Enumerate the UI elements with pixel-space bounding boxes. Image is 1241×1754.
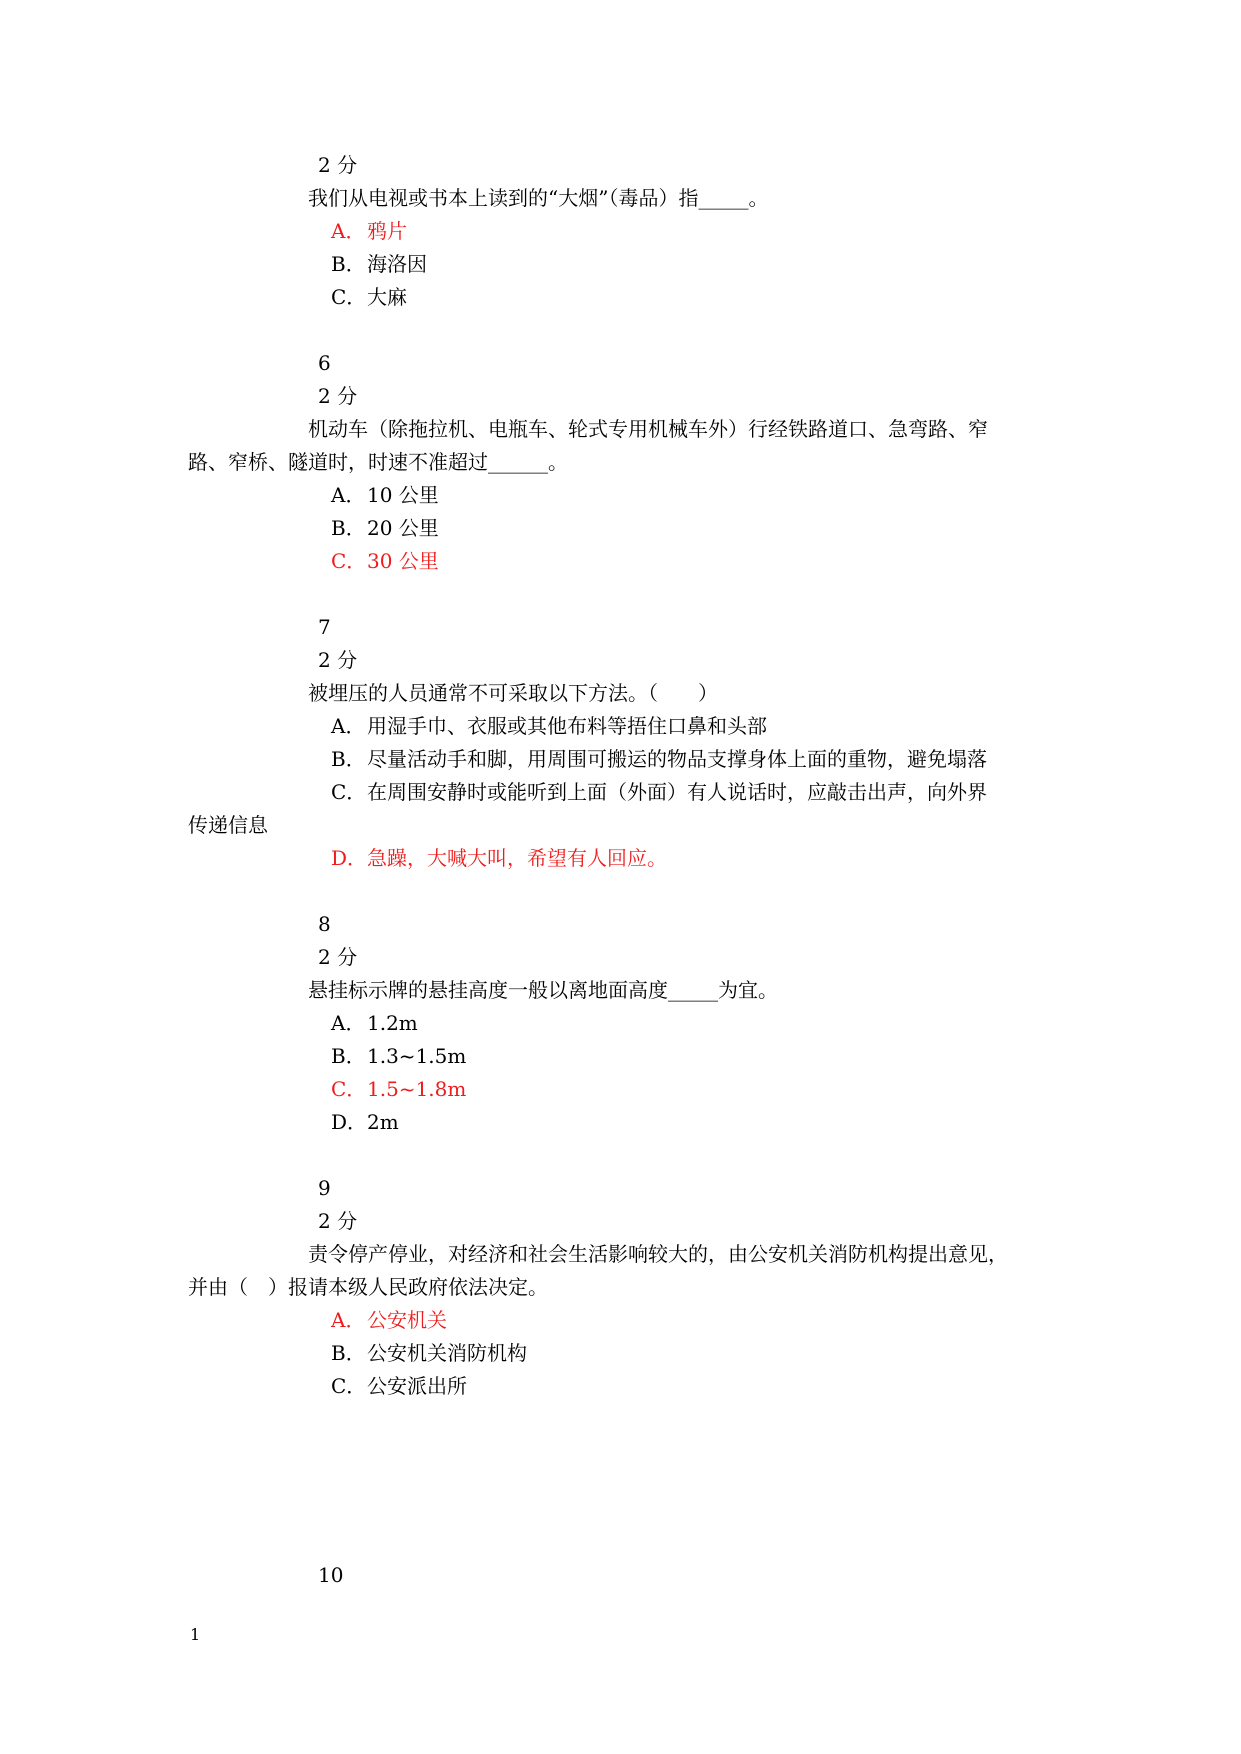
question-score: 2 分 [318,945,358,969]
option-b: B．公安机关消防机构 [331,1341,527,1365]
option-c-correct: C．1.5~1.8m [331,1077,467,1101]
option-a: A．1.2m [331,1011,418,1035]
question-score: 2 分 [318,153,358,177]
question-score: 2 分 [318,384,358,408]
question-stem: 悬挂标示牌的悬挂高度一般以离地面高度_____为宜。 [308,978,778,1002]
option-d: D．2m [331,1110,399,1134]
question-number: 7 [318,615,331,639]
page-number: 1 [190,1625,201,1644]
option-a-correct: A．鸦片 [331,219,407,243]
option-a: A．10 公里 [331,483,439,507]
option-c: C．大麻 [331,285,407,309]
option-b: B．尽量活动手和脚，用周围可搬运的物品支撑身体上面的重物，避免塌落 [331,747,987,771]
question-stem: 责令停产停业，对经济和社会生活影响较大的，由公安机关消防机构提出意见， [308,1242,1008,1266]
option-c-correct: C．30 公里 [331,549,439,573]
question-number: 8 [318,912,331,936]
option-b: B．1.3~1.5m [331,1044,467,1068]
option-d-correct: D．急躁，大喊大叫，希望有人回应。 [331,846,667,870]
question-stem: 机动车（除拖拉机、电瓶车、轮式专用机械车外）行经铁路道口、急弯路、窄 [308,417,988,441]
question-stem-continued: 并由（ ）报请本级人民政府依法决定。 [188,1275,548,1299]
question-score: 2 分 [318,1209,358,1233]
question-score: 2 分 [318,648,358,672]
question-number: 6 [318,351,331,375]
question-stem: 被埋压的人员通常不可采取以下方法。（ ） [308,681,718,705]
option-a-correct: A．公安机关 [331,1308,447,1332]
question-stem-continued: 路、窄桥、隧道时，时速不准超过______。 [188,450,568,474]
option-c: C．在周围安静时或能听到上面（外面）有人说话时，应敲击出声，向外界 [331,780,987,804]
option-b: B．海洛因 [331,252,427,276]
question-number: 9 [318,1176,331,1200]
question-stem: 我们从电视或书本上读到的“大烟”（毒品）指_____。 [308,186,769,210]
option-a: A．用湿手巾、衣服或其他布料等捂住口鼻和头部 [331,714,767,738]
option-b: B．20 公里 [331,516,439,540]
question-number: 10 [318,1563,344,1587]
option-c-continued: 传递信息 [188,813,268,837]
option-c: C．公安派出所 [331,1374,467,1398]
